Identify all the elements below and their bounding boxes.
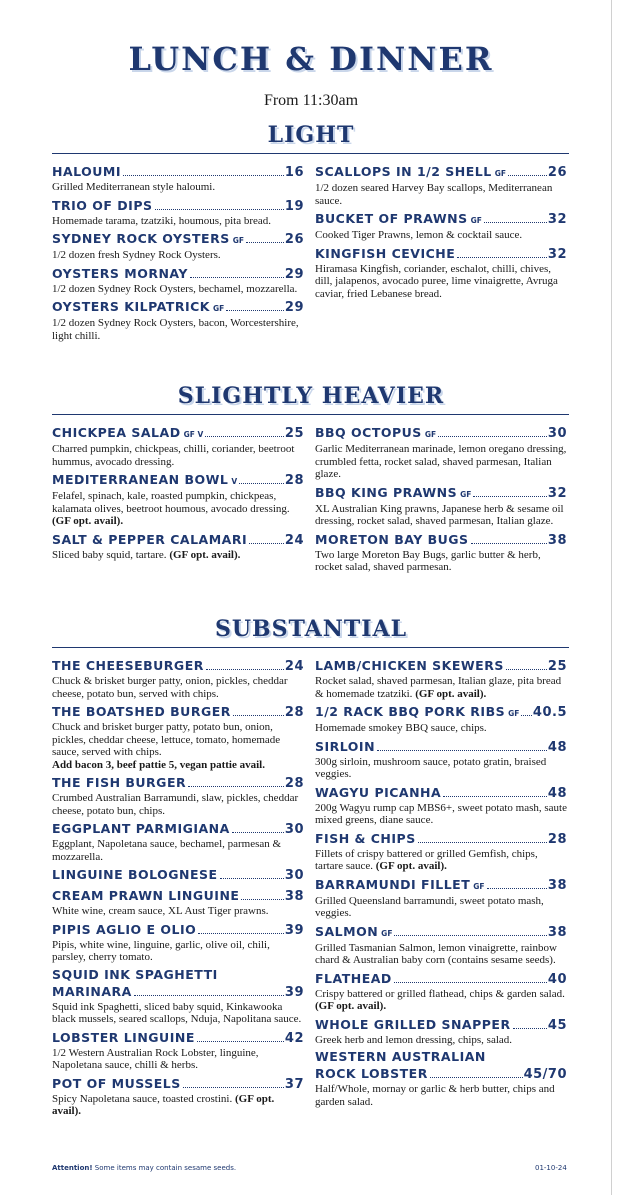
heavier-right-column [315,424,567,577]
dot-leader [394,935,546,936]
dot-leader [471,543,547,544]
menu-item-price: 24 [284,532,304,548]
menu-item-header [315,923,567,942]
menu-item-desc-text: Cooked Tiger Prawns, lemon & cocktail sauce. [315,229,523,241]
menu-item-desc-text: XL Australian King prawns, Japanese herb & sesame oil dressing, rocket salad, shaved parmesan, Italian glaze. [315,502,564,527]
dot-leader [473,496,547,497]
dietary-tag: GF [212,304,225,313]
menu-item [315,830,567,873]
menu-item [52,163,304,194]
menu-item-price: 28 [284,473,304,488]
menu-item-description [52,549,304,562]
menu-item-header [52,230,304,249]
menu-item [52,1029,304,1072]
gf-option-note: (GF opt. avail). [52,1092,275,1117]
dot-leader [183,1087,284,1088]
menu-item-name: OYSTERS MORNAY [52,265,188,281]
menu-item [52,298,304,342]
menu-item-header [52,820,304,838]
menu-item-name: SYDNEY ROCK OYSTERS [52,231,230,246]
allergen-note [52,1164,236,1172]
menu-item [52,703,304,771]
menu-item-header [52,921,304,939]
dietary-tag: GF [424,430,437,439]
menu-item-price: 29 [284,266,304,282]
menu-item-price: 25 [547,659,567,674]
menu-item-desc-text: Chuck and brisket burger patty, potato bun, onion, pickles, cheddar cheese, lettuce, tomato, homemade sauce, served with chips. [52,721,281,758]
menu-item [315,1016,567,1047]
menu-item-name: THE FISH BURGER [52,775,187,790]
menu-item-description [315,1034,567,1047]
menu-item-description [52,792,304,817]
menu-item-desc-text: White wine, cream sauce, XL Aust Tiger prawns. [52,905,269,917]
dot-leader [239,483,284,484]
menu-item-name: EGGPLANT PARMIGIANA [52,821,230,836]
menu-item-header [52,197,304,215]
menu-item-header [52,163,304,181]
menu-item [315,531,567,574]
menu-item [315,784,567,827]
gf-option-note: (GF opt. avail). [169,548,241,561]
menu-item-header [315,703,567,722]
menu-item-desc-text: 1/2 dozen Sydney Rock Oysters, bacon, Worcestershire, light chilli. [52,317,299,342]
menu-item-price: 16 [284,165,304,180]
menu-item-price: 48 [547,739,567,755]
dot-leader [188,786,284,787]
menu-item-name: LOBSTER LINGUINE [52,1029,195,1045]
menu-item-desc-text: 300g sirloin, mushroom sauce, potato gratin, braised veggies. [315,755,547,780]
menu-item-desc-text: 200g Wagyu rump cap MBS6+, sweet potato mash, saute mixed greens, diane sauce. [315,801,567,826]
menu-item-description [52,317,304,342]
menu-item-header [52,983,304,1001]
menu-item [52,531,304,562]
menu-item-name: MEDITERRANEAN BOWL [52,472,229,487]
menu-item-name: PIPIS AGLIO E OLIO [52,921,197,937]
menu-item-desc-text: Hiramasa Kingfish, coriander, eschalot, chilli, chives, dill, jalapenos, avocado puree, lime vinaigrette, Avruga caviar, fried Lebanese bread. [315,262,558,300]
menu-item-price: 48 [547,785,567,801]
menu-item [315,970,567,1013]
menu-item-description [315,848,567,873]
menu-item-description [315,443,567,481]
dot-leader [377,750,547,751]
menu-item [52,230,304,262]
dot-leader [206,669,284,670]
menu-item-description [315,503,567,528]
menu-item-desc-text: Charred pumpkin, chickpeas, chilli, coriander, beetroot hummus, avocado dressing. [52,443,295,468]
menu-item-header [52,471,304,490]
menu-item-desc-text: Garlic Mediterranean marinade, lemon oregano dressing, crumbled fetta, rocket salad, shaved parmesan, Italian glaze. [315,443,567,480]
menu-item-header [52,531,304,549]
menu-item-header [52,265,304,283]
menu-item-name: MARINARA [52,983,132,999]
attention-text: Some items may contain sesame seeds. [92,1164,237,1172]
menu-item-header [52,298,304,317]
menu-item [52,1075,304,1118]
menu-item-price: 39 [284,984,304,1000]
menu-item-name: THE CHEESEBURGER [52,658,204,673]
menu-item [315,876,567,920]
menu-item-price: 19 [284,198,304,214]
menu-item-header [52,887,304,905]
menu-item-description [52,181,304,194]
menu-item-name: LAMB/CHICKEN SKEWERS [315,658,504,673]
dot-leader [241,899,283,900]
menu-item-header [315,784,567,802]
menu-item-description [52,443,304,468]
menu-item-name: BUCKET OF PRAWNS [315,211,468,226]
section-rule-light [52,153,569,154]
dot-leader [506,669,547,670]
section-rule-heavier [52,414,569,415]
menu-item-name-line: WESTERN AUSTRALIAN [315,1049,486,1064]
menu-item-desc-text: Two large Moreton Bay Bugs, garlic butter & herb, rocket salad, shaved parmesan. [315,548,541,573]
menu-item-desc-text: Homemade tarama, tzatziki, houmous, pita bread. [52,214,272,227]
menu-item-name: SIRLOIN [315,738,376,754]
menu-item-header [52,1075,304,1093]
dot-leader [443,796,547,797]
section-heading-light: LIGHT [267,122,355,148]
dot-leader [394,982,547,983]
dot-leader [198,933,284,934]
menu-item-desc-text: Crispy battered or grilled flathead, chips & garden salad. [315,987,565,1000]
menu-item [315,245,567,301]
dot-leader [430,1077,523,1078]
menu-item-name: SALT & PEPPER CALAMARI [52,531,248,547]
dot-leader [521,715,532,716]
menu-item-name: SALMON [315,923,379,939]
menu-item-description [52,721,304,759]
gf-option-note: (GF opt. avail). [375,860,447,872]
menu-item-name: THE BOATSHED BURGER [52,704,231,719]
dot-leader [246,242,284,243]
menu-item-header [315,245,567,263]
menu-item-description [52,490,304,528]
dot-leader [457,257,547,258]
substantial-right-column [315,657,567,1111]
menu-item-name-line: SQUID INK SPAGHETTI [52,966,218,982]
menu-item-name: POT OF MUSSELS [52,1075,181,1091]
menu-item-desc-text: Greek herb and lemon dressing, chips, salad. [315,1033,513,1046]
menu-item-header [315,484,567,503]
menu-item-name: CHICKPEA SALAD [52,425,181,440]
menu-item-price: 32 [547,212,567,227]
menu-item-name: LINGUINE BOLOGNESE [52,867,218,882]
menu-item [52,197,304,228]
gf-option-note: (GF opt. avail). [315,1000,387,1012]
menu-item-price: 32 [547,485,567,501]
section-rule-substantial [52,647,569,648]
menu-item-desc-text: Grilled Mediterranean style haloumi. [52,181,216,193]
dot-leader [155,209,284,210]
menu-item-name: FLATHEAD [315,970,392,986]
menu-item-description [315,942,567,967]
section-heading-substantial: SUBSTANTIAL [214,616,408,642]
menu-item-desc-text: Chuck & brisket burger patty, onion, pickles, cheddar cheese, potato bun, served with chips. [52,675,288,700]
menu-item-desc-text: 1/2 dozen fresh Sydney Rock Oysters. [52,249,221,261]
menu-item [52,774,304,817]
menu-item-description [315,675,567,700]
dietary-tag: GF [473,881,485,891]
menu-item [52,820,304,863]
menu-item-price: 37 [284,1076,304,1092]
dot-leader [123,175,284,176]
menu-item-description [52,249,304,262]
menu-item-name: SCALLOPS IN 1/2 SHELL [315,164,492,179]
menu-item [315,923,567,967]
menu-item [52,866,304,884]
menu-item-header [315,210,567,229]
dot-leader [487,888,547,889]
dietary-tag: GF [232,236,245,245]
menu-item-description [52,675,304,700]
menu-item-desc-text: Fillets of crispy battered or grilled Gemfish, chips, tartare sauce. [315,847,538,872]
dot-leader [484,222,547,223]
heavier-left-column [52,424,304,564]
menu-item-description [52,1047,304,1072]
menu-item-name: BBQ OCTOPUS [315,425,422,440]
substantial-left-column [52,657,304,1121]
menu-item [52,921,304,964]
menu-item-desc-text: 1/2 dozen seared Harvey Bay scallops, Mediterranean sauce. [315,182,553,207]
menu-item-desc-text: Grilled Queensland barramundi, sweet potato mash, veggies. [315,894,544,919]
menu-item-desc-text: Half/Whole, mornay or garlic & herb butter, chips and garden salad. [315,1083,555,1108]
menu-item-desc-text: Felafel, spinach, kale, roasted pumpkin, chickpeas, kalamata olives, beetroot houmous, avocado dressing. [52,490,290,515]
menu-item-description [315,182,567,207]
menu-item-price: 38 [547,877,567,893]
menu-item-description [315,895,567,920]
menu-item-header [315,1016,567,1034]
dietary-tag: GF [508,709,520,718]
menu-item-price: 32 [547,246,567,262]
menu-item-name: KINGFISH CEVICHE [315,245,456,261]
menu-item [315,703,567,735]
menu-item [315,1049,567,1108]
menu-item [315,424,567,481]
menu-item [52,657,304,700]
light-left-column [52,163,304,345]
menu-item-header [52,774,304,792]
menu-item-name: MORETON BAY BUGS [315,531,469,547]
menu-item-description [315,549,567,574]
dietary-tag: GF V [183,430,204,439]
dot-leader [205,436,284,437]
menu-item-header [52,1029,304,1047]
menu-item-price: 29 [284,300,304,315]
menu-item-desc-text: Rocket salad, shaved parmesan, Italian glaze, pita bread & homemade tzatziki. [315,675,562,700]
menu-item-desc-text: Eggplant, Napoletana sauce, bechamel, parmesan & mozzarella. [52,838,282,863]
dot-leader [226,310,284,311]
menu-item [52,967,304,1026]
dot-leader [233,715,284,716]
dot-leader [418,842,547,843]
menu-item-desc-text: 1/2 Western Australian Rock Lobster, linguine, Napoletana sauce, chilli & herbs. [52,1046,259,1071]
menu-item-name: FISH & CHIPS [315,830,416,846]
menu-item-price: 28 [547,831,567,847]
menu-title: LUNCH & DINNER [128,40,494,78]
dietary-tag: GF [494,169,506,178]
menu-item-description [52,905,304,918]
menu-item-header [315,876,567,895]
menu-item-price: 28 [284,705,304,720]
menu-item-name: CREAM PRAWN LINGUINE [52,888,240,903]
menu-item-description [52,283,304,296]
menu-item-description [315,756,567,781]
menu-item-price: 42 [284,1030,304,1046]
menu-item-description [52,1093,304,1118]
menu-item-price: 30 [284,822,304,837]
menu-item-description [52,215,304,228]
menu-item [52,471,304,528]
menu-item-price: 40 [547,971,567,987]
menu-item-description [315,229,567,242]
menu-item-header [315,531,567,549]
menu-item [315,657,567,700]
section-heading-heavier: SLIGHTLY HEAVIER [177,383,445,409]
menu-item-header [315,1065,567,1083]
add-on-note: Add bacon 3, beef pattie 5, vegan pattie avail. [52,758,265,771]
menu-item-name: WAGYU PICANHA [315,784,442,800]
menu-item-description [315,722,567,735]
menu-item-price: 25 [284,426,304,441]
menu-item-header [315,830,567,848]
dot-leader [134,995,284,996]
menu-item-price: 38 [284,889,304,904]
menu-item-desc-text: Grilled Tasmanian Salmon, lemon vinaigrette, rainbow chard & Australian baby corn (contains sesame seeds). [315,941,557,966]
menu-item-price: 39 [284,922,304,938]
dot-leader [197,1041,284,1042]
menu-item-name: OYSTERS KILPATRICK [52,299,210,314]
menu-item-price: 30 [284,868,304,883]
menu-item-description [52,939,304,964]
menu-item-price: 26 [547,165,567,180]
dietary-tag: GF [381,928,393,938]
menu-item-price: 30 [547,426,567,441]
dietary-tag: V [231,477,238,486]
menu-item [315,163,567,207]
menu-item-name: BBQ KING PRAWNS [315,484,458,500]
menu-item-header [315,657,567,675]
dot-leader [513,1028,547,1029]
menu-date: 01-10-24 [535,1164,567,1172]
menu-item-description [315,1083,567,1108]
menu-item-name: 1/2 RACK BBQ PORK RIBS [315,704,506,719]
dietary-tag: GF [470,216,482,225]
dietary-tag: GF [460,489,472,499]
menu-item-header [52,424,304,443]
menu-item-header [315,738,567,756]
menu-item [52,424,304,468]
menu-item-header [315,424,567,443]
dot-leader [190,277,284,278]
menu-item-description [315,802,567,827]
menu-item-desc-text: Squid ink Spaghetti, sliced baby squid, Kinkawooka black mussels, seared scallops, Nduja, Napolitana sauce. [52,1000,302,1025]
menu-item-price: 40.5 [532,705,567,720]
menu-item-description [52,838,304,863]
menu-item [315,484,567,528]
menu-item-price: 45/70 [523,1067,567,1082]
menu-item-name: WHOLE GRILLED SNAPPER [315,1016,511,1032]
dot-leader [220,878,284,879]
menu-item-desc-text: Spicy Napoletana sauce, toasted crostini. [52,1092,233,1105]
menu-item-price: 38 [547,532,567,548]
menu-item-name: BARRAMUNDI FILLET [315,876,471,892]
menu-item-desc-text: Sliced baby squid, tartare. [52,548,167,561]
menu-item-description [52,1001,304,1026]
menu-item [52,887,304,918]
menu-item-desc-text: Pipis, white wine, linguine, garlic, olive oil, chili, parsley, cherry tomato. [52,938,270,963]
dot-leader [508,175,547,176]
gf-option-note: (GF opt. avail). [52,515,124,527]
menu-item-header [315,970,567,988]
menu-item-desc-text: Homemade smokey BBQ sauce, chips. [315,722,487,734]
attention-label: Attention! [52,1164,93,1172]
dot-leader [438,436,547,437]
menu-item-price: 26 [284,232,304,247]
menu-item-price: 28 [284,776,304,791]
gf-option-note: (GF opt. avail). [415,687,487,700]
menu-item-name: TRIO OF DIPS [52,197,153,213]
menu-item [52,265,304,296]
menu-item-price: 45 [547,1017,567,1033]
light-right-column [315,163,567,303]
menu-subtitle: From 11:30am [263,92,359,109]
menu-item-name: HALOUMI [52,164,122,179]
menu-item-description [315,263,567,301]
menu-item [315,738,567,781]
menu-item-description [315,988,567,1013]
menu-item-header [52,657,304,675]
menu-item-name: ROCK LOBSTER [315,1066,428,1081]
menu-item-price: 38 [547,924,567,940]
menu-item [315,210,567,242]
menu-item-header [315,163,567,182]
menu-item-desc-text: 1/2 dozen Sydney Rock Oysters, bechamel, mozzarella. [52,282,298,295]
dot-leader [249,543,284,544]
dot-leader [232,832,284,833]
menu-item-desc-text: Crumbed Australian Barramundi, slaw, pickles, cheddar cheese, potato bun, chips. [52,792,299,817]
menu-item-header [52,866,304,884]
menu-item-price: 24 [284,659,304,674]
menu-item-header [52,703,304,721]
